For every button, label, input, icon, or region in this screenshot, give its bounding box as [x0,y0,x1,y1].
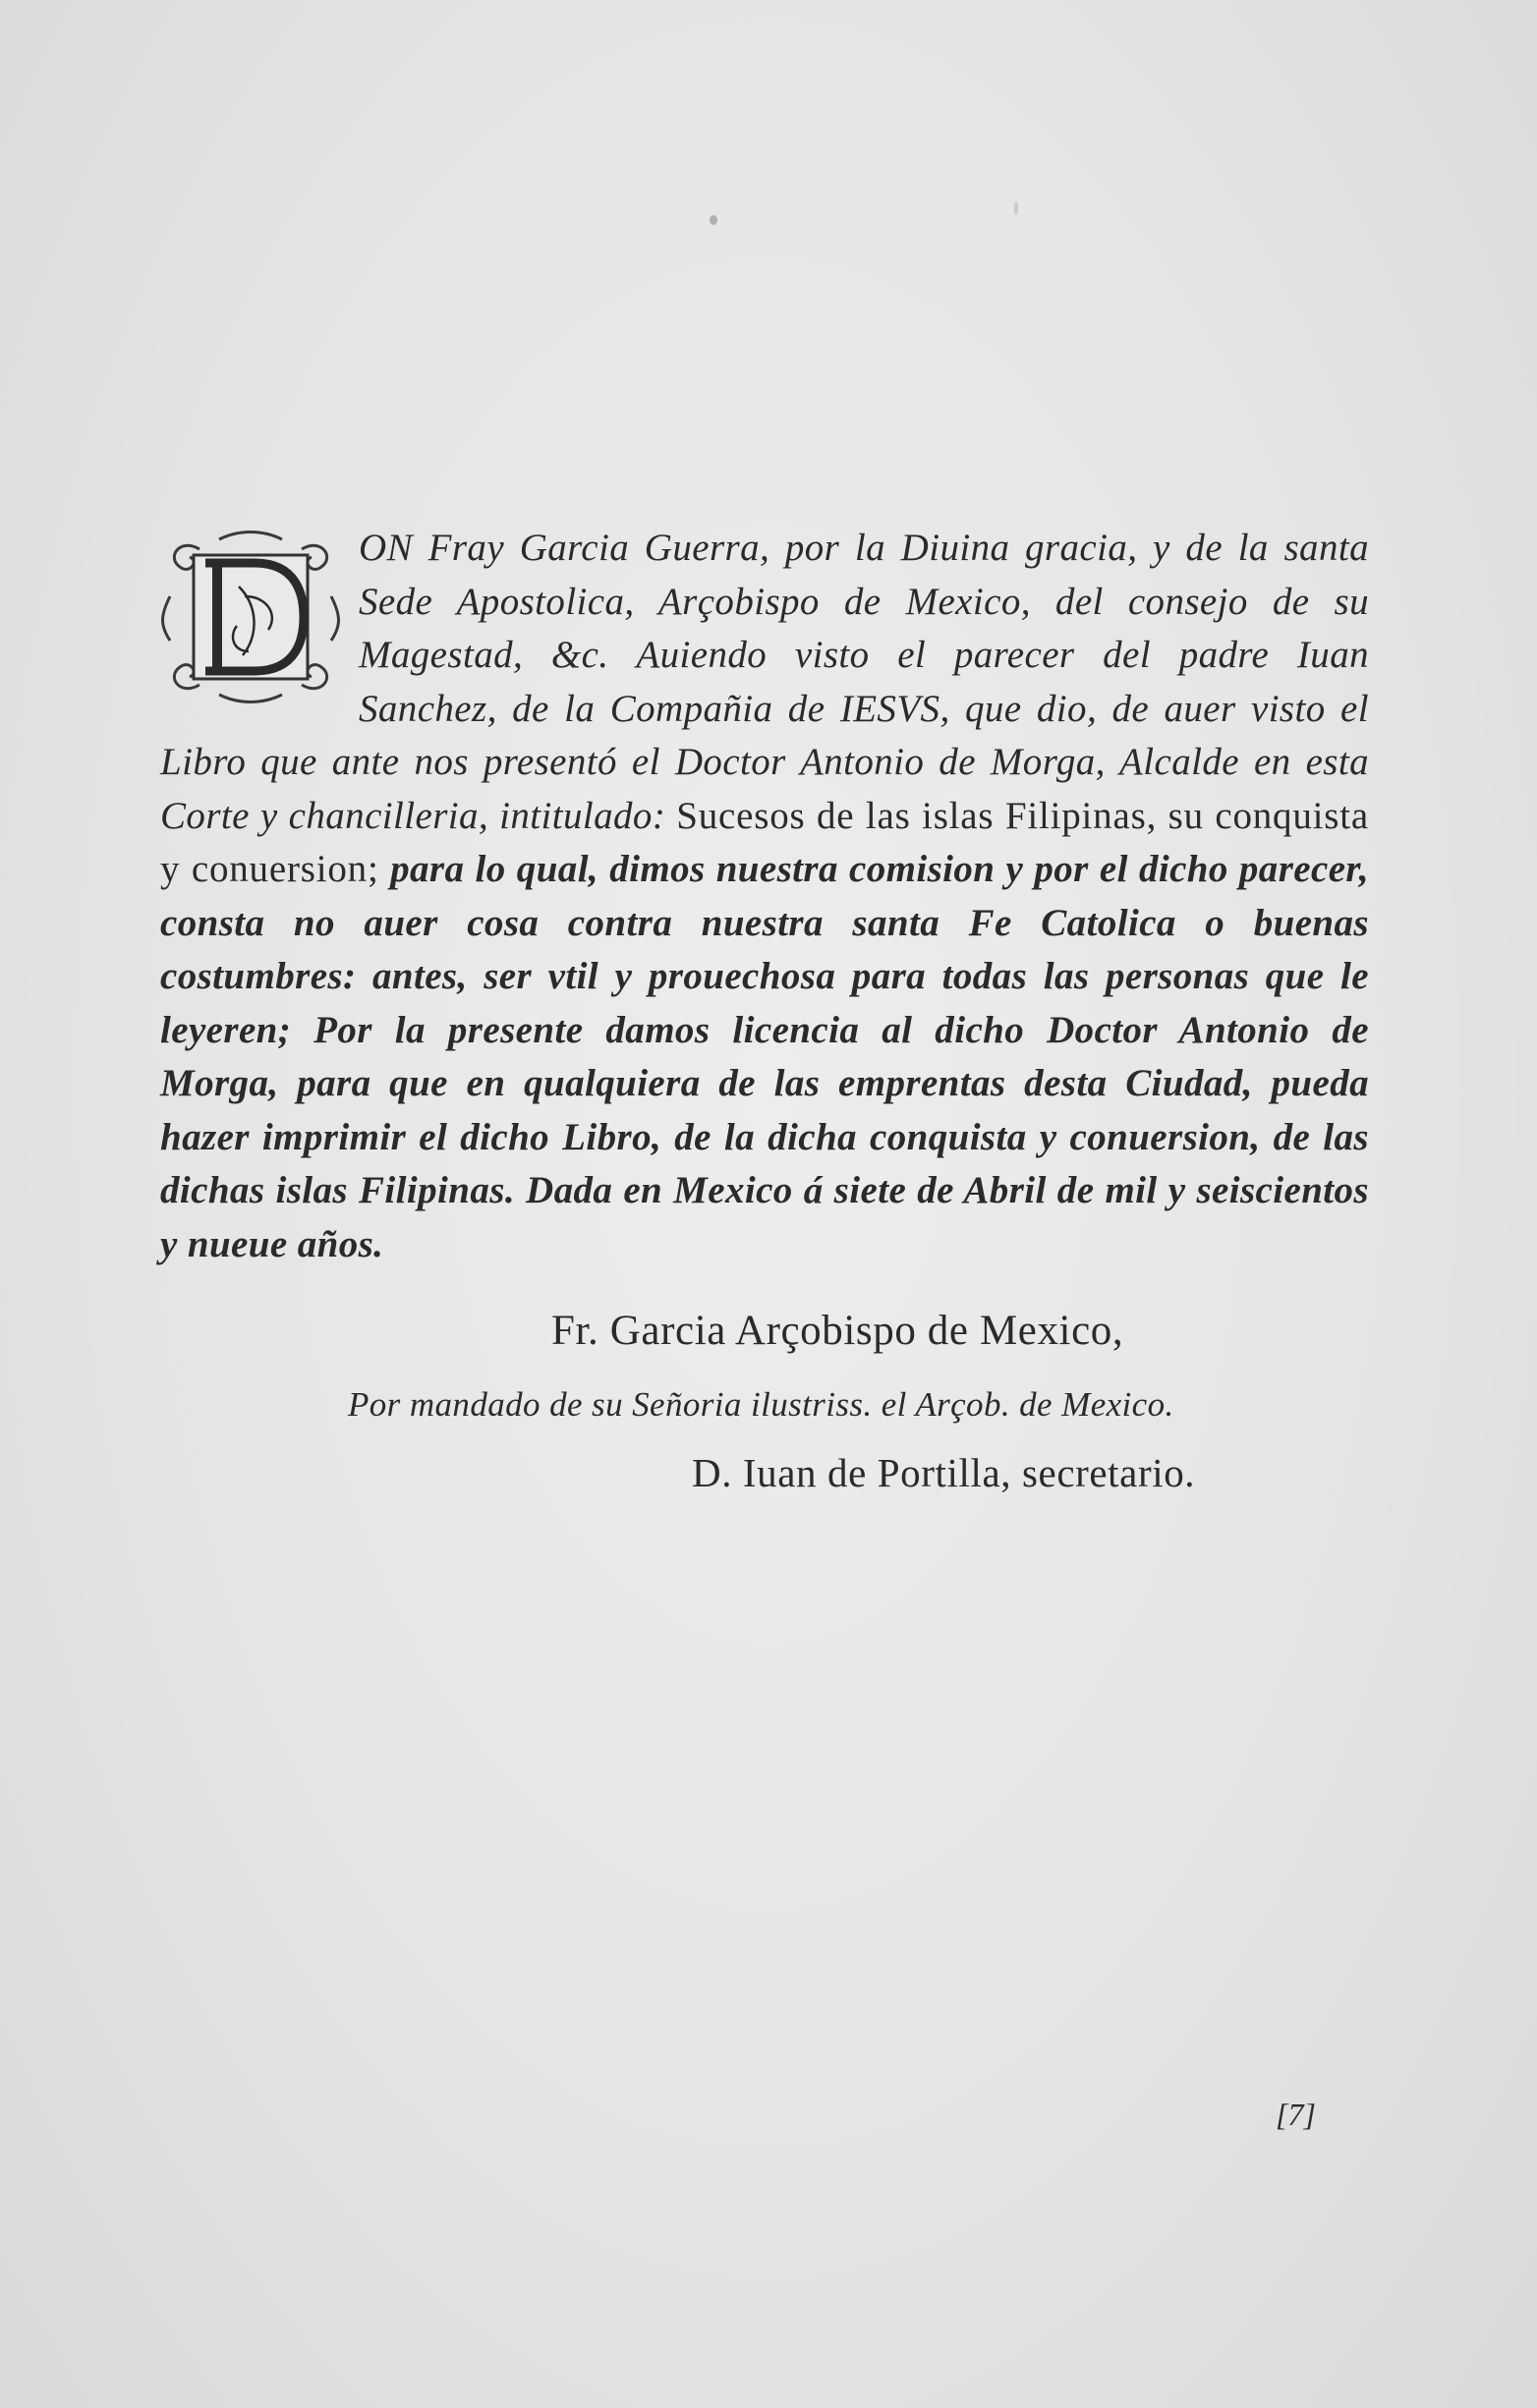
decree-text-block [160,522,1369,1271]
mandate-line: Por mandado de su Señoria ilustriss. el Arçob. de Mexico. [348,1385,1174,1424]
decree-paragraph [160,522,1369,1271]
archbishop-signature: Fr. Garcia Arçobispo de Mexico, [551,1308,1124,1354]
page-number: [7] [1276,2097,1316,2132]
book-title: Sucesos de las islas Filipinas, su conquista y conuersion; [160,794,1369,890]
ink-speck [710,215,717,225]
decree-opening: ON Fray Garcia Guerra, por la Diuina gracia, y de la santa Sede Apostolica, Arçobispo de Mexico, del consejo de su Magestad, &c. Auiendo visto el parecer del padre Iuan Sanchez, de la Compañia de IESVS, que dio, de auer visto el Libro que ante nos presentó el Doctor Antonio de Morga, Alcalde en esta Corte y chancilleria, intitulado: [160,527,1369,837]
ink-speck [1014,201,1018,215]
decorated-initial-d-icon [160,528,341,706]
decree-conclusion: para lo qual, dimos nuestra comision y por el dicho parecer, consta no auer cosa contra nuestra santa Fe Catolica o buenas costumbres: antes, ser vtil y prouechosa para todas las personas que le leyeren; Por la presente damos licencia al dicho Doctor Antonio de Morga, para que en qualquiera de las emprentas desta Ciudad, pueda hazer imprimir el dicho Libro, de la dicha conquista y conuersion, de las dichas islas Filipinas. Dada en Mexico á siete de Abril de mil y seiscientos y nueue años. [160,848,1369,1265]
secretary-signature: D. Iuan de Portilla, secretario. [692,1450,1196,1495]
